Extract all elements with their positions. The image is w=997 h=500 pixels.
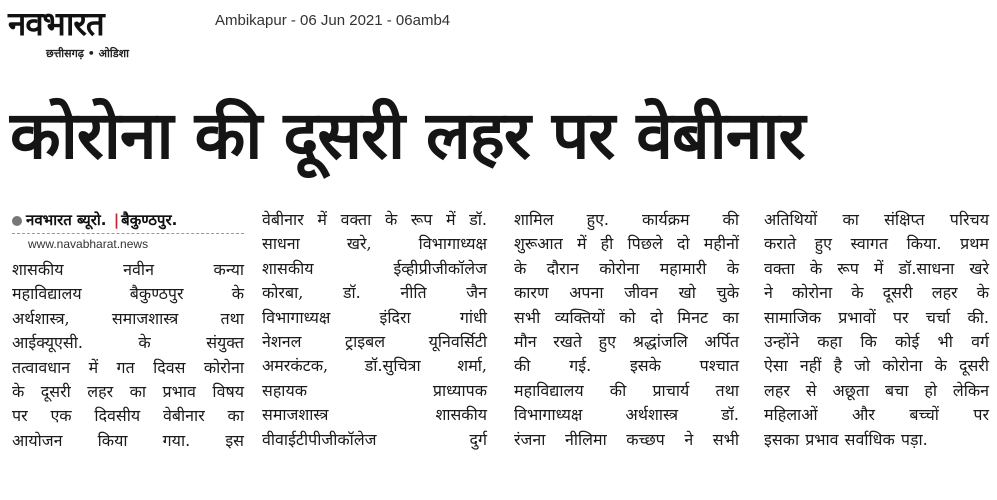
article-line: उन्होंने कहा कि कोई भी वर्ग	[764, 332, 989, 352]
article-line: के दौरान कोरोना महामारी के	[514, 258, 739, 278]
article-line: ने कोरोना के दूसरी लहर के	[764, 283, 989, 303]
article-line: महाविद्यालय की प्राचार्य तथा	[514, 380, 739, 400]
masthead	[8, 4, 198, 62]
article-line: तत्वावधान में गत दिवस कोरोना	[12, 357, 244, 377]
article-line: आईक्यूएसी. के संयुक्त	[12, 333, 244, 353]
article-line: ऐसा नहीं है जो कोरोना के दूसरी	[764, 356, 989, 376]
article-line: समाजशास्त्र शासकीय	[262, 405, 487, 425]
article-line: आयोजन किया गया. इस	[12, 430, 244, 450]
masthead-regions: छत्तीसगढ़ • ओडिशा	[46, 47, 129, 60]
article-column-1	[12, 258, 244, 453]
byline	[12, 210, 242, 230]
article-column-4	[764, 208, 989, 452]
article-line: वक्ता के रूप में डॉ.साधना खरे	[764, 258, 989, 278]
article-line: साधना खरे, विभागाध्यक्ष	[262, 234, 487, 254]
byline-divider	[12, 233, 244, 234]
article-line: वीवाईटीपीजीकॉलेज दुर्ग	[262, 429, 487, 449]
article-line: कराते हुए स्वागत किया. प्रथम	[764, 234, 989, 254]
bullet-icon	[12, 216, 22, 226]
article-column-2	[262, 208, 487, 452]
article-line: लहर से अछूता बचा हो लेकिन	[764, 380, 989, 400]
article-line: कोरबा, डॉ. नीति जैन	[262, 283, 487, 303]
article-line: सभी व्यक्तियों को दो मिनट का	[514, 307, 739, 327]
newspaper-logo: नवभारत	[8, 4, 104, 43]
article-line: नेशनल ट्राइबल यूनिवर्सिटी	[262, 332, 487, 352]
article-line: सहायक प्राध्यापक	[262, 380, 487, 400]
byline-separator: |	[113, 211, 120, 229]
article-line: शासकीय नवीन कन्या	[12, 260, 244, 279]
dateline: Ambikapur - 06 Jun 2021 - 06amb4	[215, 12, 451, 29]
article-line: शामिल हुए. कार्यक्रम की	[514, 210, 739, 229]
byline-bureau: नवभारत ब्यूरो.	[26, 211, 107, 229]
article-line: शासकीय ईव्हीप्रीजीकॉलेज	[262, 258, 487, 278]
website-link: www.navabharat.news	[28, 237, 149, 251]
article-line: की गई. इसके पश्चात	[514, 356, 739, 376]
article-line: अतिथियों का संक्षिप्त परिचय	[764, 210, 989, 229]
article-line: शुरूआत में ही पिछले दो महीनों	[514, 234, 739, 254]
article-line: महिलाओं और बच्चों पर	[764, 405, 989, 425]
article-line: इसका प्रभाव सर्वाधिक पड़ा.	[764, 429, 928, 449]
headline: कोरोना की दूसरी लहर पर वेबीनार	[10, 97, 805, 174]
article-line: महाविद्यालय बैकुण्ठपुर के	[12, 284, 244, 304]
article-line: विभागाध्यक्ष अर्थशास्त्र डॉ.	[514, 405, 739, 425]
article-line: वेबीनार में वक्ता के रूप में डॉ.	[262, 210, 487, 229]
article-line: रंजना नीलिमा कच्छप ने सभी	[514, 429, 739, 449]
byline-place: बैकुण्ठपुर.	[121, 211, 178, 229]
article-column-3	[514, 208, 739, 452]
article-line: के दूसरी लहर का प्रभाव विषय	[12, 382, 244, 402]
article-line: सामाजिक प्रभावों पर चर्चा की.	[764, 307, 989, 327]
article-line: पर एक दिवसीय वेबीनार का	[12, 406, 244, 426]
article-line: विभागाध्यक्ष इंदिरा गांधी	[262, 307, 487, 327]
article-line: अमरकंटक, डॉ.सुचित्रा शर्मा,	[262, 356, 487, 376]
article-line: कारण अपना जीवन खो चुके	[514, 283, 739, 303]
article-line: अर्थशास्त्र, समाजशास्त्र तथा	[12, 308, 244, 328]
article-line: मौन रखते हुए श्रद्धांजलि अर्पित	[514, 332, 739, 352]
